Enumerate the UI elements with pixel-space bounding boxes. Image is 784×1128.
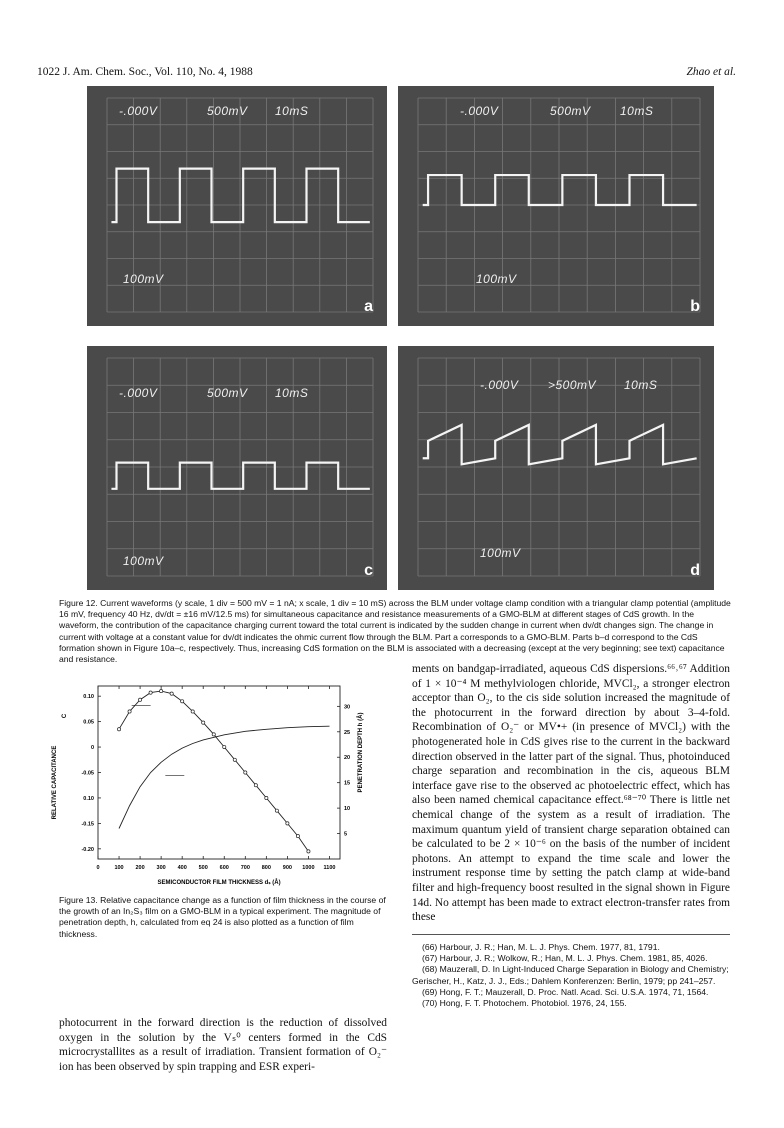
scope-voltage-label: -.000V	[480, 378, 519, 392]
figure-13-caption: Figure 13. Relative capacitance change as a function of film thickness in the course of the growth of an In₂S₃ film on a GMO-BLM in a typical experiment. The magnitude of penetration depth, h, calculated from eq 24 is also plotted as a function of film thickness.	[59, 895, 386, 939]
x-tick-label: 800	[261, 865, 271, 871]
reference-item: (67) Harbour, J. R.; Wolkow, R.; Han, M. L. J. Phys. Chem. 1981, 85, 4026.	[422, 953, 708, 964]
data-point	[307, 850, 310, 853]
reference-item: (66) Harbour, J. R.; Han, M. L. J. Phys. Chem. 1977, 81, 1791.	[422, 942, 660, 952]
data-point	[160, 689, 163, 692]
data-point	[149, 691, 152, 694]
reference-item: (70) Hong, F. T. Photochem. Photobiol. 1976, 24, 155.	[422, 998, 627, 1009]
figure-12-caption: Figure 12. Current waveforms (y scale, 1 div = 500 mV = 1 nA; x scale, 1 div = 10 mS) across the BLM under voltage clamp condition with a triangular clamp potential (amplitude 16 mV, frequency 40 Hz, dv/dt = ±16 mV/12.5 ms) for simultaneous capacitance and resistance measurements of a GMO-BLM at different stages of CdS growth. In the waveform, the contribution of the capacitance charging current toward the total current is indicated by the sudden change in current when dv/dt changes sign. The change in current with voltage at a constant value for dv/dt indicates the ohmic current flow through the BLM. Part a corresponds to a GMO-BLM. Parts b–d correspond to the CdS formation shown in Figure 10a–c, respectively. Thus, increasing CdS formation on the BLM is associated with a decreasing (except at the very beginning; see text) capacitance and resistance.	[59, 598, 731, 665]
scope-ms-label: 10mS	[624, 378, 658, 392]
scope-lower-label: 100mV	[480, 546, 521, 560]
x-tick-label: 1000	[302, 865, 315, 871]
data-point	[202, 721, 205, 724]
scope-panel-c	[87, 346, 387, 590]
y2-axis-label: PENETRATION DEPTH h (Å)	[358, 712, 364, 793]
x-tick-label: 100	[114, 865, 124, 871]
x-tick-label: 300	[156, 865, 166, 871]
y-tick-label: -0.05	[81, 770, 94, 777]
plot-frame	[98, 686, 340, 859]
references-divider	[412, 934, 730, 935]
body-text-left	[59, 1016, 387, 1074]
data-point	[296, 835, 299, 838]
reference-item: (68) Mauzerall, D. In Light-Induced Charge Separation in Biology and Chemistry; Gerischer, H., Katz, J. J., Eds.; Dahlem Konferenzen: Berlin, 1979; pp 241–257.	[412, 964, 729, 986]
body-text-right	[412, 662, 730, 925]
data-point	[275, 809, 278, 812]
y2-tick-label: 30	[344, 704, 351, 711]
scope-panel-d	[398, 346, 714, 590]
x-tick-label: 0	[96, 865, 100, 871]
scope-voltage-label: -.000V	[119, 104, 158, 118]
y-tick-label: -0.20	[81, 846, 94, 853]
scope-voltage-label: -.000V	[119, 386, 158, 400]
y2-tick-label: 25	[344, 729, 351, 736]
waveform-trace	[423, 425, 697, 464]
scope-ms-label: 10mS	[275, 104, 309, 118]
y-tick-label: -0.15	[81, 821, 94, 828]
panel-letter: c	[364, 562, 373, 579]
panel-letter: a	[364, 298, 373, 315]
data-point	[223, 745, 226, 748]
chart-svg	[40, 676, 385, 891]
scope-panel-b	[398, 86, 714, 326]
scope-panel-a	[87, 86, 387, 326]
y2-tick-label: 10	[344, 806, 351, 813]
reference-item: (69) Hong, F. T.; Mauzerall, D. Proc. Natl. Acad. Sci. U.S.A. 1974, 71, 1564.	[422, 986, 709, 997]
data-point	[170, 692, 173, 695]
scope-grid	[87, 86, 387, 326]
series-line-penetration	[119, 726, 330, 828]
waveform-trace	[423, 175, 697, 205]
x-tick-label: 700	[240, 865, 250, 871]
y-tick-label: 0.10	[83, 694, 94, 701]
y-axis-formula: C	[62, 713, 68, 719]
paragraph: photocurrent in the forward direction is the reduction of dissolved oxygen in the solution by the Vₛ⁰ centers formed in the CdS microcrystallites as a result of irradiation. Transient formation of O₂⁻ ion has been observed by spin trapping and ESR experi-	[59, 1017, 387, 1073]
waveform-trace	[111, 463, 369, 489]
data-point	[254, 784, 257, 787]
paragraph: ments on bandgap-irradiated, aqueous CdS dispersions.⁶⁶˒⁶⁷ Addition of 1 × 10⁻⁴ M methylviologen chloride, MVCl₂, a stronger electron acceptor than O₂, to the cis side solution increased the magnitude of the photocurrent in the forward direction by about 3–4-fold. Recombination of O₂⁻ or MV•+ (in presence of MVCl₂) with the photogenerated hole in CdS gives rise to the current in the backward direction observed in the latter part of the signal. Thus, photoinduced charge separation and recombination in the cis, aqueous BLM interface gave rise to the observed ac photoelectric effect, which has also been named chemical capacitance effect.⁶⁸⁻⁷⁰ There is little net chemical change of the system as a result of irradiation. The maximum quantum yield of transient charge separation obtained can be calculated to be 2 × 10⁻⁶ on the basis of the number of incident photons. An attempt to expand the time scale and lower the instrument response time by setting the patch clamp at wide-band filter and high-frequency boost resulted in the signal shown in Figure 14d. No attempt has been made to extract electron-transfer rates from these	[412, 663, 730, 924]
x-tick-label: 600	[219, 865, 229, 871]
y-tick-label: 0	[90, 745, 94, 752]
scope-grid	[398, 86, 714, 326]
data-point	[286, 822, 289, 825]
data-point	[191, 710, 194, 713]
y2-tick-label: 5	[344, 831, 348, 838]
scope-mv-label: >500mV	[548, 378, 597, 392]
x-tick-label: 200	[135, 865, 145, 871]
y2-tick-label: 20	[344, 755, 351, 762]
panel-letter: d	[690, 562, 700, 579]
data-point	[233, 758, 236, 761]
x-tick-label: 1100	[323, 865, 336, 871]
scope-lower-label: 100mV	[123, 272, 164, 286]
running-header-authors: Zhao et al.	[686, 66, 736, 78]
data-point	[265, 796, 268, 799]
data-point	[128, 710, 131, 713]
data-point	[138, 698, 141, 701]
scope-voltage-label: -.000V	[460, 104, 499, 118]
scope-mv-label: 500mV	[207, 386, 248, 400]
scope-mv-label: 500mV	[207, 104, 248, 118]
y-tick-label: 0.10	[83, 795, 94, 802]
series-line-capacitance	[119, 691, 308, 851]
scope-lower-label: 100mV	[476, 272, 517, 286]
data-point	[212, 733, 215, 736]
data-point	[244, 771, 247, 774]
x-tick-label: 900	[282, 865, 292, 871]
scope-ms-label: 10mS	[620, 104, 654, 118]
scope-mv-label: 500mV	[550, 104, 591, 118]
data-point	[181, 700, 184, 703]
data-point	[117, 728, 120, 731]
references-list	[412, 942, 730, 1009]
waveform-trace	[111, 169, 369, 223]
figure-13-chart	[40, 676, 385, 891]
panel-letter: b	[690, 298, 700, 315]
x-tick-label: 400	[177, 865, 187, 871]
y-tick-label: 0.05	[83, 719, 94, 726]
running-header: 1022 J. Am. Chem. Soc., Vol. 110, No. 4, 1988	[37, 66, 253, 78]
x-axis-label: SEMICONDUCTOR FILM THICKNESS dₛ (Å)	[157, 880, 281, 886]
scope-ms-label: 10mS	[275, 386, 309, 400]
y-axis-label: RELATIVE CAPACITANCE	[52, 745, 58, 820]
x-tick-label: 500	[198, 865, 208, 871]
y2-tick-label: 15	[344, 780, 351, 787]
scope-lower-label: 100mV	[123, 554, 164, 568]
